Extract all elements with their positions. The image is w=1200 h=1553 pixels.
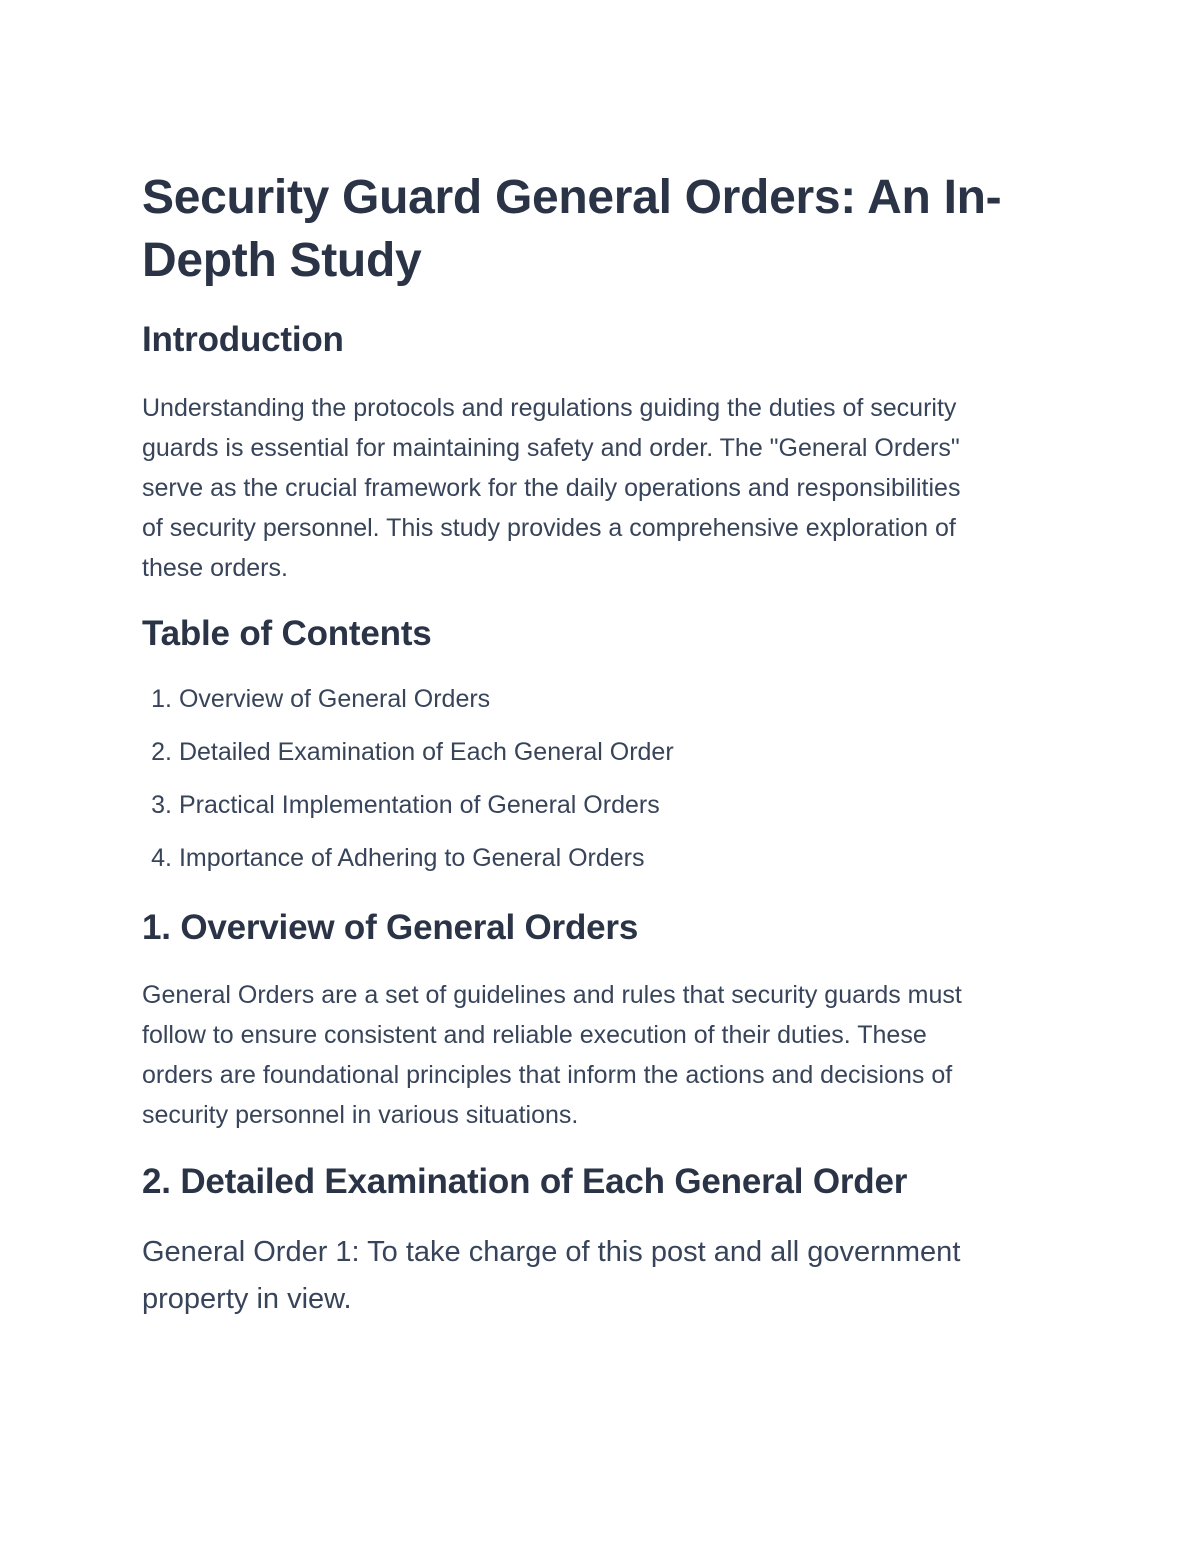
toc-item[interactable] bbox=[142, 788, 674, 841]
document-title-line: Depth Study bbox=[142, 234, 422, 287]
toc-item-number: 1. bbox=[151, 685, 172, 713]
paragraph-line: serve as the crucial framework for the daily operations and responsibilities bbox=[142, 474, 961, 502]
toc-heading: Table of Contents bbox=[142, 614, 432, 653]
paragraph-line: Understanding the protocols and regulations guiding the duties of security bbox=[142, 394, 957, 422]
paragraph-line: guards is essential for maintaining safety and order. The "General Orders" bbox=[142, 434, 960, 462]
paragraph-line: these orders. bbox=[142, 554, 288, 582]
section-1-heading: 1. Overview of General Orders bbox=[142, 908, 639, 947]
paragraph-line: orders are foundational principles that inform the actions and decisions of bbox=[142, 1061, 953, 1089]
paragraph-line: General Orders are a set of guidelines and rules that security guards must bbox=[142, 981, 962, 1009]
subheading-line: General Order 1: To take charge of this post and all government bbox=[142, 1236, 961, 1268]
introduction-heading: Introduction bbox=[142, 320, 344, 359]
table-of-contents bbox=[142, 682, 674, 894]
toc-item-number: 3. bbox=[151, 791, 172, 819]
paragraph-line: follow to ensure consistent and reliable execution of their duties. These bbox=[142, 1021, 927, 1049]
toc-item-label: Practical Implementation of General Orders bbox=[178, 791, 660, 819]
toc-item-number: 4. bbox=[151, 844, 172, 872]
document-title-line: Security Guard General Orders: An In- bbox=[142, 171, 1002, 224]
section-1-paragraph bbox=[142, 975, 1072, 1135]
toc-item-label: Importance of Adhering to General Orders bbox=[178, 844, 645, 872]
subheading-line: property in view. bbox=[142, 1283, 352, 1315]
paragraph-line: of security personnel. This study provides a comprehensive exploration of bbox=[142, 514, 956, 542]
toc-item[interactable] bbox=[142, 841, 674, 894]
toc-item[interactable] bbox=[142, 682, 674, 735]
toc-item[interactable] bbox=[142, 735, 674, 788]
section-2-heading: 2. Detailed Examination of Each General Order bbox=[142, 1162, 908, 1201]
general-order-1-heading bbox=[142, 1229, 1072, 1323]
document-title bbox=[142, 166, 1042, 292]
toc-item-label: Overview of General Orders bbox=[178, 685, 491, 713]
toc-item-number: 2. bbox=[151, 738, 172, 766]
introduction-paragraph bbox=[142, 388, 1072, 588]
paragraph-line: security personnel in various situations. bbox=[142, 1101, 579, 1129]
toc-item-label: Detailed Examination of Each General Order bbox=[178, 738, 674, 766]
